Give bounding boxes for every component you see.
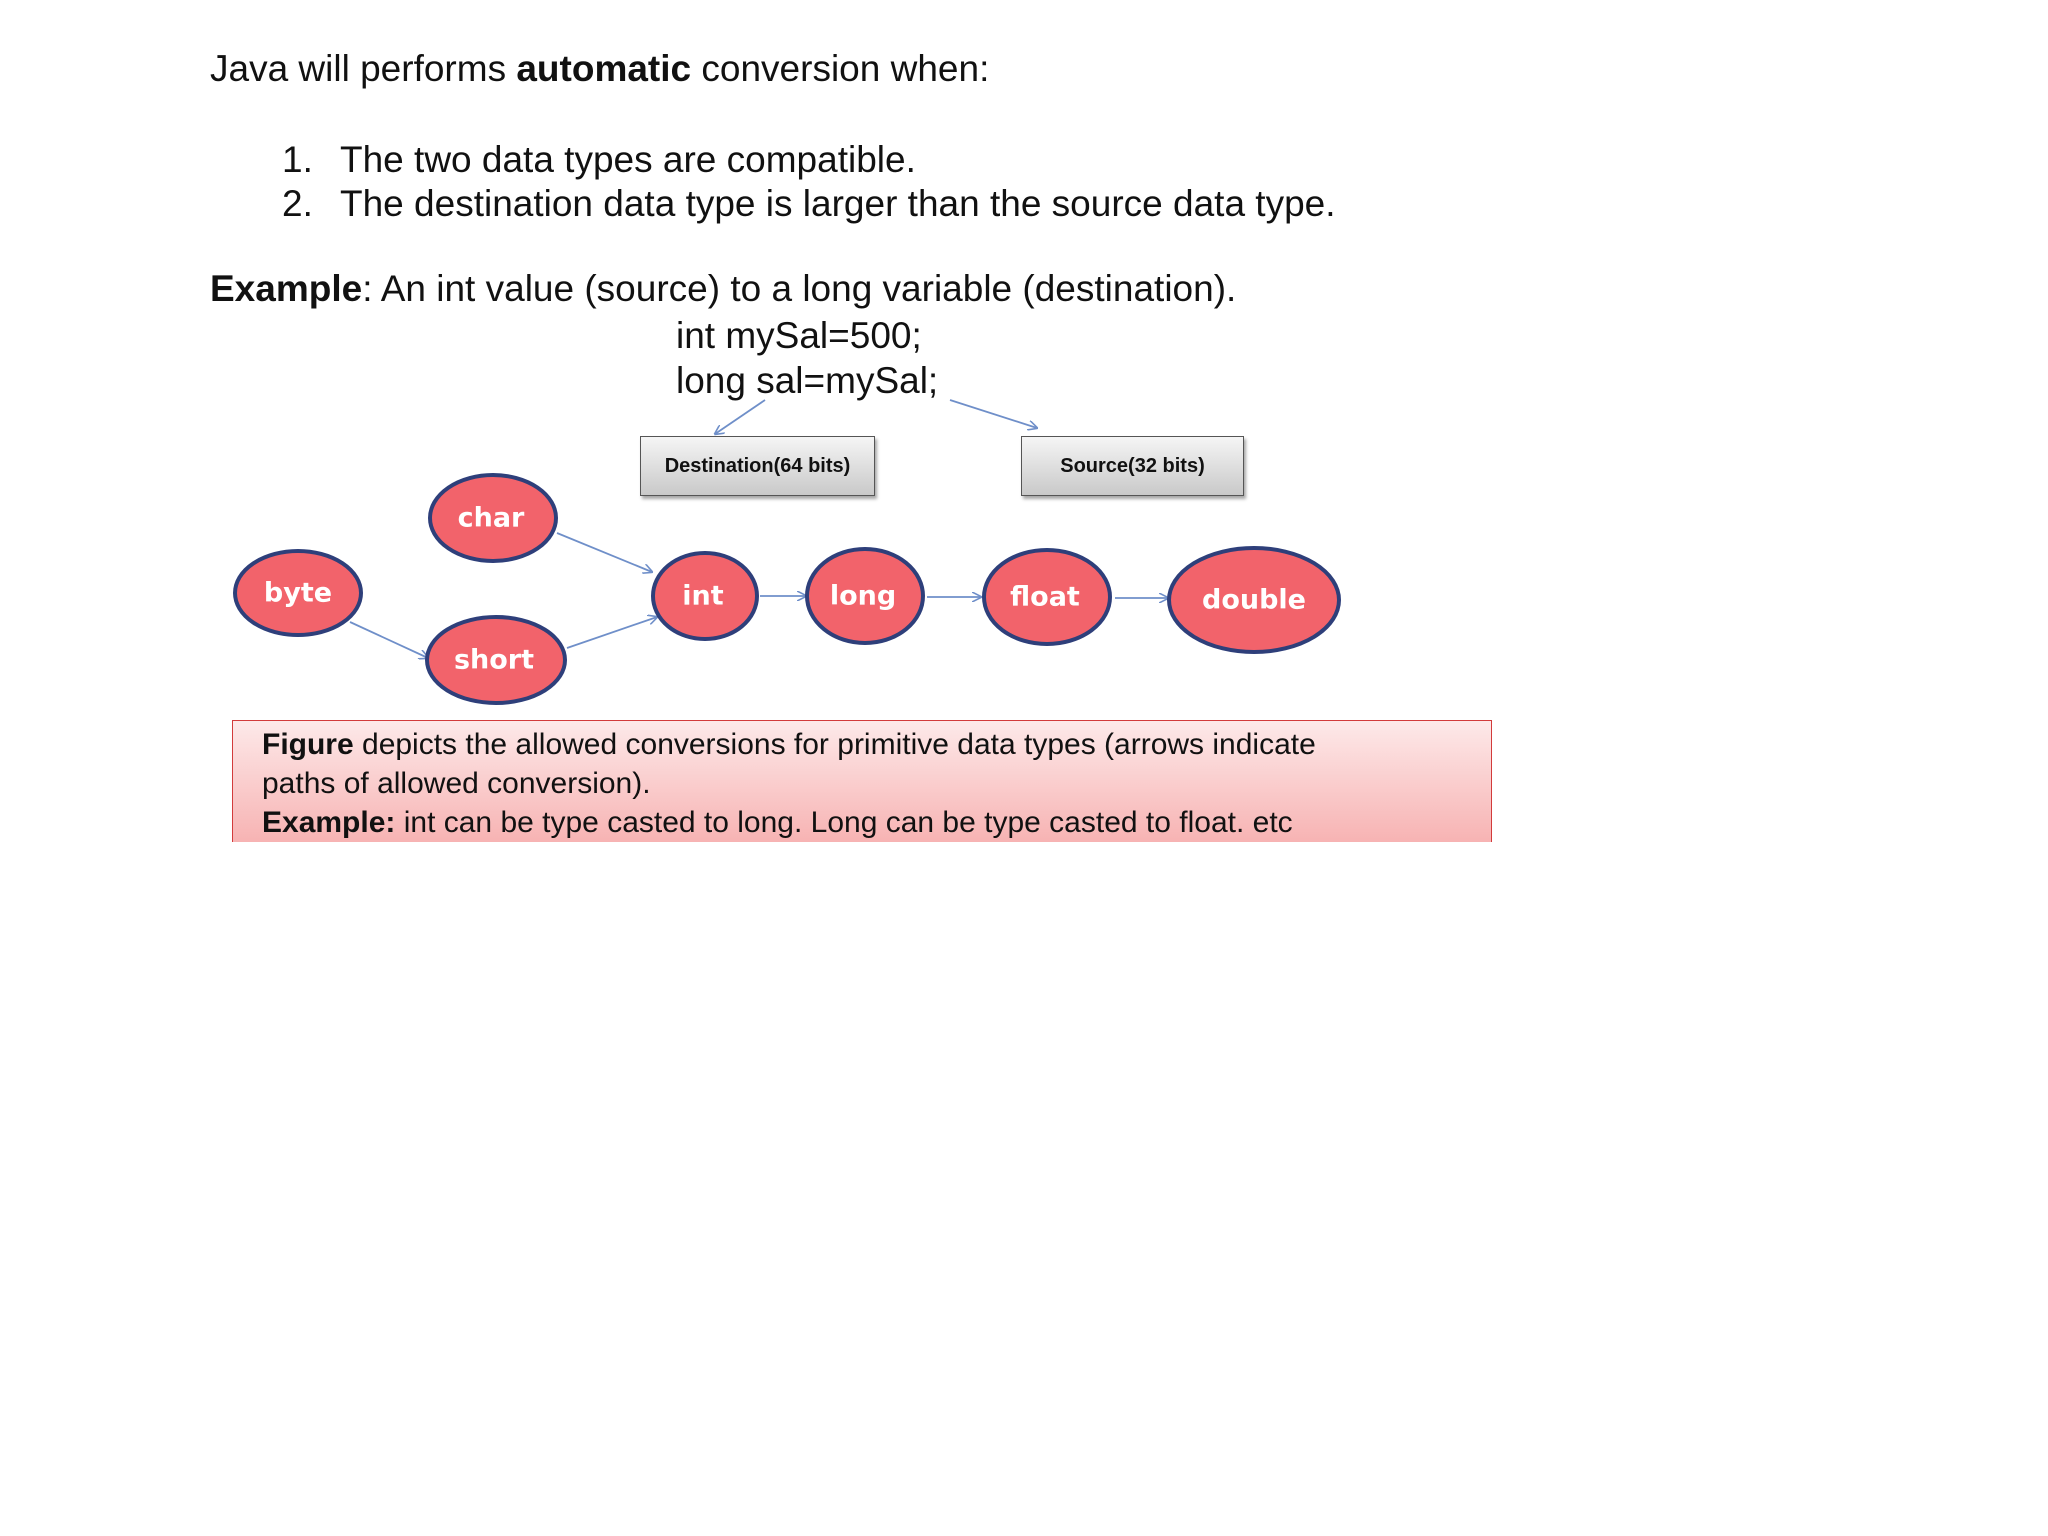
arrow-code-to-destination <box>715 400 765 434</box>
node-short-label: short <box>453 644 535 676</box>
code-line-2: long sal=mySal; <box>676 360 939 401</box>
node-double <box>1169 548 1339 652</box>
node-long <box>807 549 923 643</box>
node-char-label: char <box>457 502 525 534</box>
arrow-code-to-source <box>950 400 1037 428</box>
node-long-label: long <box>829 580 897 612</box>
node-int <box>653 553 757 639</box>
node-float-label: float <box>1010 581 1080 613</box>
code-line-1: int mySal=500; <box>676 315 922 356</box>
condition-text: The two data types are compatible. <box>340 139 916 180</box>
node-byte-label: byte <box>263 577 333 609</box>
condition-number: 1. <box>282 139 313 180</box>
caption-line-1 <box>262 725 1491 764</box>
node-float <box>984 550 1110 644</box>
caption-figure-text: depicts the allowed conversions for primitive data types (arrows indicate <box>353 728 1316 761</box>
arrow-short-to-int <box>567 617 657 648</box>
condition-text: The destination data type is larger than the source data type. <box>340 183 1336 224</box>
node-char <box>430 475 556 561</box>
intro-suffix: conversion when: <box>691 48 990 89</box>
condition-number: 2. <box>282 183 313 224</box>
node-short <box>427 617 565 703</box>
arrow-char-to-int <box>557 533 652 572</box>
source-label-box: Source(32 bits) <box>1021 436 1244 496</box>
caption-line-2: paths of allowed conversion). <box>262 767 651 800</box>
node-byte <box>235 551 361 635</box>
caption-example-text: int can be type casted to long. Long can be type casted to float. etc <box>395 806 1293 839</box>
example-text: : An int value (source) to a long variable (destination). <box>362 268 1237 309</box>
type-nodes <box>235 475 1339 703</box>
caption-example-label: Example: <box>262 806 396 839</box>
example-label: Example <box>210 268 363 309</box>
caption-figure-label: Figure <box>262 728 354 761</box>
destination-label-box: Destination(64 bits) <box>640 436 875 496</box>
node-double-label: double <box>1202 584 1306 616</box>
arrow-byte-to-short <box>350 622 428 658</box>
figure-caption-box <box>232 720 1492 842</box>
caption-line-3 <box>262 803 1491 842</box>
intro-emphasis: automatic <box>516 48 692 89</box>
node-int-label: int <box>682 580 724 612</box>
intro-prefix: Java will performs <box>210 48 517 89</box>
